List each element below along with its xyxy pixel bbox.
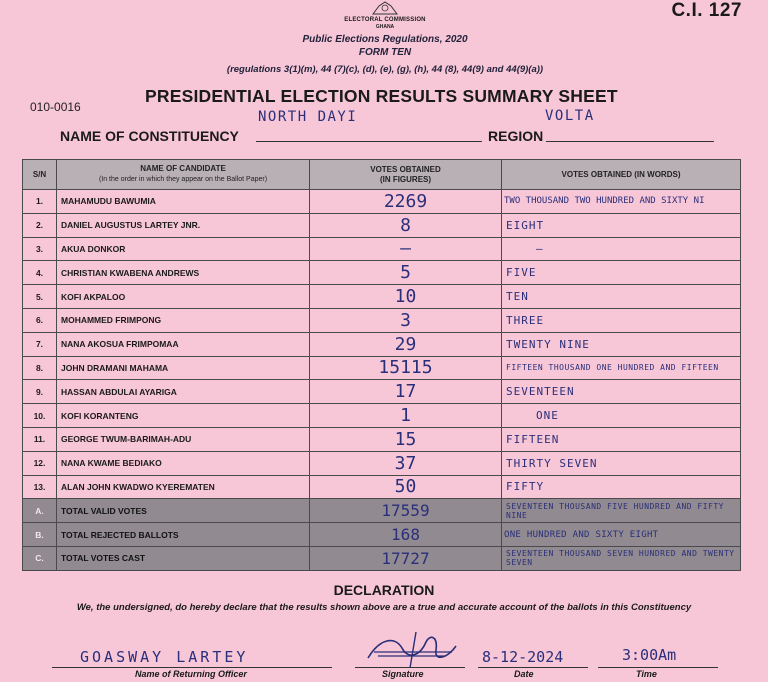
form-number: FORM TEN — [358, 47, 412, 58]
candidate-name: HASSAN ABDULAI AYARIGA — [57, 380, 310, 404]
total-sn: C. — [23, 546, 57, 570]
votes-words: FIVE — [502, 261, 741, 285]
row-sn: 2. — [23, 213, 57, 237]
votes-figures: 5 — [310, 261, 502, 285]
votes-figures: 1 — [310, 404, 502, 428]
declaration-title: DECLARATION — [333, 582, 435, 598]
table-row — [23, 190, 741, 214]
votes-words: SEVENTEEN — [502, 380, 741, 404]
total-figures: 17727 — [310, 546, 502, 570]
total-figures: 17559 — [310, 499, 502, 523]
table-header-row — [23, 160, 741, 190]
candidate-name: KOFI AKPALOO — [57, 285, 310, 309]
coat-of-arms-emblem — [365, 0, 405, 16]
total-words: SEVENTEEN THOUSAND FIVE HUNDRED AND FIFTY NINE — [502, 499, 741, 523]
table-row — [23, 261, 741, 285]
votes-words: ONE — [502, 404, 741, 428]
constituency-line — [256, 141, 482, 142]
votes-words: EIGHT — [502, 213, 741, 237]
total-label: TOTAL VALID VOTES — [57, 499, 310, 523]
row-sn: 10. — [23, 404, 57, 428]
row-sn: 13. — [23, 475, 57, 499]
signature-label: Signature — [382, 669, 424, 679]
candidate-name: DANIEL AUGUSTUS LARTEY JNR. — [57, 213, 310, 237]
officer-label: Name of Returning Officer — [135, 669, 247, 679]
regulations-title: Public Elections Regulations, 2020 — [302, 34, 468, 45]
header-figures-label: VOTES OBTAINED — [370, 164, 441, 174]
time-line — [598, 667, 718, 668]
header-sn: S/N — [23, 160, 57, 190]
votes-words: THIRTY SEVEN — [502, 451, 741, 475]
region-label: REGION — [488, 128, 544, 144]
country-name: GHANA — [375, 24, 395, 30]
table-row — [23, 308, 741, 332]
votes-figures: — — [310, 237, 502, 261]
commission-name: ELECTORAL COMMISSION — [344, 17, 426, 23]
table-row — [23, 404, 741, 428]
region-line — [546, 141, 714, 142]
ci-number: C.I. 127 — [671, 0, 742, 21]
candidate-name: KOFI KORANTENG — [57, 404, 310, 428]
row-sn: 12. — [23, 451, 57, 475]
row-sn: 8. — [23, 356, 57, 380]
table-row — [23, 332, 741, 356]
total-row — [23, 546, 741, 570]
table-row — [23, 380, 741, 404]
votes-words: FIFTEEN THOUSAND ONE HUNDRED AND FIFTEEN — [502, 356, 741, 380]
candidate-name: MOHAMMED FRIMPONG — [57, 308, 310, 332]
table-row — [23, 427, 741, 451]
table-row — [23, 451, 741, 475]
constituency-label: NAME OF CONSTITUENCY — [60, 128, 239, 144]
row-sn: 11. — [23, 427, 57, 451]
votes-words: FIFTY — [502, 475, 741, 499]
candidate-name: AKUA DONKOR — [57, 237, 310, 261]
date-line — [478, 667, 588, 668]
votes-words: FIFTEEN — [502, 427, 741, 451]
row-sn: 5. — [23, 285, 57, 309]
row-sn: 3. — [23, 237, 57, 261]
row-sn: 7. — [23, 332, 57, 356]
candidate-name: NANA AKOSUA FRIMPOMAA — [57, 332, 310, 356]
results-table — [22, 159, 741, 571]
total-sn: A. — [23, 499, 57, 523]
header-words: VOTES OBTAINED (IN WORDS) — [502, 160, 741, 190]
declaration-text: We, the undersigned, do hereby declare that the results shown above are a true and accurate account of the ballots in this Constituency — [76, 602, 692, 613]
total-words: ONE HUNDRED AND SIXTY EIGHT — [502, 523, 741, 547]
votes-figures: 8 — [310, 213, 502, 237]
time-label: Time — [636, 669, 657, 679]
time-value: 3:00Am — [622, 646, 677, 664]
row-sn: 1. — [23, 190, 57, 214]
officer-line — [52, 667, 332, 668]
constituency-value: NORTH DAYI — [258, 109, 358, 125]
votes-figures: 10 — [310, 285, 502, 309]
signature-scribble — [360, 628, 470, 670]
votes-figures: 50 — [310, 475, 502, 499]
row-sn: 4. — [23, 261, 57, 285]
header-figures — [310, 160, 502, 190]
signature-line — [355, 667, 465, 668]
votes-words: — — [502, 237, 741, 261]
row-sn: 6. — [23, 308, 57, 332]
votes-figures: 17 — [310, 380, 502, 404]
page-title: PRESIDENTIAL ELECTION RESULTS SUMMARY SHEET — [145, 86, 618, 106]
table-row — [23, 285, 741, 309]
candidate-name: GEORGE TWUM-BARIMAH-ADU — [57, 427, 310, 451]
row-sn: 9. — [23, 380, 57, 404]
constituency-code: 010-0016 — [30, 100, 81, 114]
votes-words: TEN — [502, 285, 741, 309]
total-row — [23, 499, 741, 523]
region-value: VOLTA — [545, 108, 595, 124]
header-candidate-sub: (In the order in which they appear on the Ballot Paper) — [98, 176, 268, 183]
votes-figures: 3 — [310, 308, 502, 332]
table-row — [23, 356, 741, 380]
total-label: TOTAL VOTES CAST — [57, 546, 310, 570]
total-words: SEVENTEEN THOUSAND SEVEN HUNDRED AND TWENTY SEVEN — [502, 546, 741, 570]
regulation-references: (regulations 3(1)(m), 44 (7)(c), (d), (e), (g), (h), 44 (8), 44(9) and 44(9)(a)) — [226, 64, 544, 75]
votes-figures: 15115 — [310, 356, 502, 380]
header-candidate — [57, 160, 310, 190]
header-figures-sub: (IN FIGURES) — [379, 174, 432, 184]
total-row — [23, 523, 741, 547]
date-label: Date — [514, 669, 534, 679]
total-label: TOTAL REJECTED BALLOTS — [57, 523, 310, 547]
table-row — [23, 213, 741, 237]
votes-figures: 29 — [310, 332, 502, 356]
returning-officer-name: GOASWAY LARTEY — [80, 648, 249, 666]
votes-figures: 2269 — [310, 190, 502, 214]
candidate-name: JOHN DRAMANI MAHAMA — [57, 356, 310, 380]
candidate-name: MAHAMUDU BAWUMIA — [57, 190, 310, 214]
votes-words: THREE — [502, 308, 741, 332]
total-figures: 168 — [310, 523, 502, 547]
table-row — [23, 237, 741, 261]
votes-words: TWENTY NINE — [502, 332, 741, 356]
header-candidate-label: NAME OF CANDIDATE — [140, 164, 226, 173]
candidate-name: NANA KWAME BEDIAKO — [57, 451, 310, 475]
votes-figures: 15 — [310, 427, 502, 451]
votes-words: TWO THOUSAND TWO HUNDRED AND SIXTY NI — [502, 190, 741, 214]
candidate-name: CHRISTIAN KWABENA ANDREWS — [57, 261, 310, 285]
total-sn: B. — [23, 523, 57, 547]
votes-figures: 37 — [310, 451, 502, 475]
date-value: 8-12-2024 — [482, 648, 564, 666]
table-row — [23, 475, 741, 499]
candidate-name: ALAN JOHN KWADWO KYEREMATEN — [57, 475, 310, 499]
